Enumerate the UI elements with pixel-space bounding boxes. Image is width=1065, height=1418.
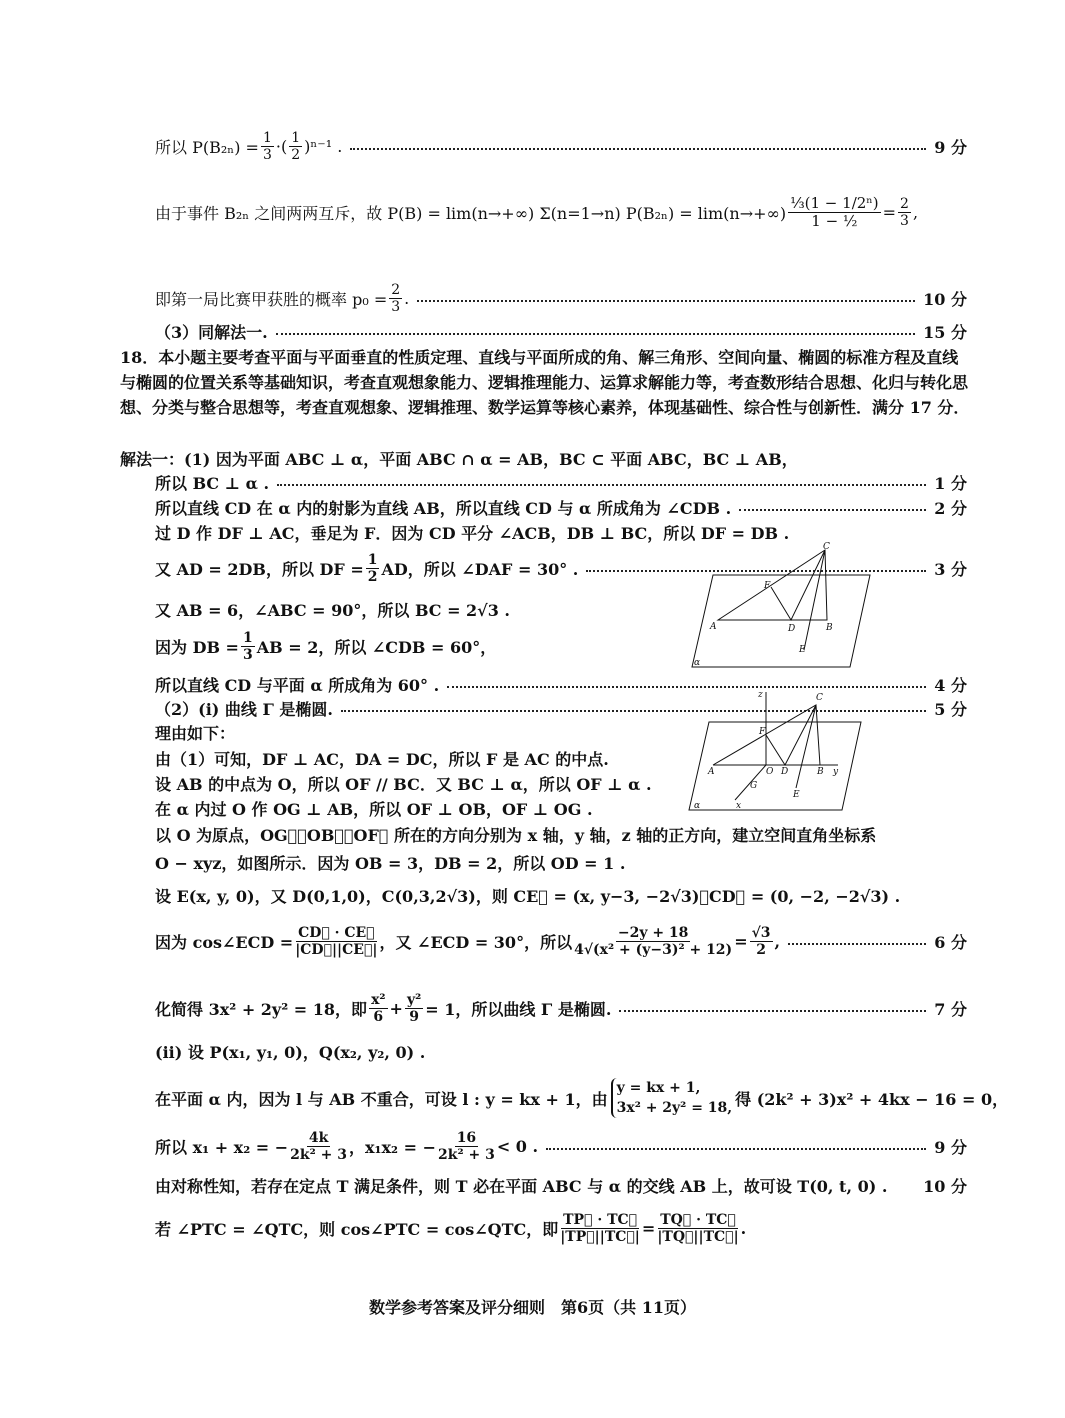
figure-2 — [689, 690, 861, 811]
dotted-leader — [546, 1148, 926, 1150]
fraction: $\frac{\text{⅓(1 − 1/2ⁿ)}}{\text{1 − ½}}$ — [790, 194, 879, 231]
text: 即第一局比赛甲获胜的概率 p₀ = — [155, 290, 388, 310]
svg-text:B: B — [817, 767, 824, 777]
line: 过 D 作 DF ⊥ AC，垂足为 F．因为 CD 平分 ∠ACB，DB ⊥ BC，所以 DF = DB . — [155, 524, 790, 543]
svg-text:E: E — [799, 645, 806, 655]
text: . — [404, 289, 410, 309]
line: 由对称性知，若存在定点 T 满足条件，则 T 必在平面 ABC 与 α 的交线 AB 上，故可设 T(0, t, 0) . 10 分 — [155, 1174, 967, 1197]
line: 所以直线 CD 在 α 内的射影为直线 AB，所以直线 CD 与 α 所成角为 ∠CDB . 2 分 — [155, 496, 967, 519]
text: = — [882, 203, 897, 223]
line: 以 O 为原点，OG⃗，OB⃗，OF⃗ 所在的方向分别为 x 轴，y 轴，z 轴的正方向，建立空间直角坐标系 — [155, 826, 877, 845]
text: 所以 P(B₂ₙ) = — [155, 138, 259, 158]
score: 10 分 — [923, 290, 967, 310]
fraction: $\frac{TQ⃗ \cdot TC⃗}{|TQ⃗||TC⃗|}$ — [657, 1212, 739, 1246]
fraction: $\frac{16}{\text{2k² + 3}}$ — [438, 1130, 495, 1164]
svg-text:C: C — [816, 693, 823, 703]
line: 因为 cos∠ECD = $\frac{CD⃗ \cdot CE⃗}{|CD⃗||CE⃗|}$ ，又 ∠ECD = 30°，所以 $\frac{-2y + 18}{\text{4√(x² + (y−3)² + 12)}}$ = $\frac{√3}{2}$ , 6 分 — [155, 925, 967, 959]
line: 又 AB = 6，∠ABC = 90°，所以 BC = 2√3 . — [155, 601, 510, 620]
figure-1 — [692, 542, 870, 668]
fraction: $\frac{1}{3}$ — [262, 130, 272, 164]
score: 1 分 — [934, 474, 967, 493]
score: 4 分 — [934, 676, 967, 695]
dotted-leader — [277, 484, 926, 486]
fraction: $\frac{TP⃗ \cdot TC⃗}{|TP⃗||TC⃗|}$ — [560, 1212, 640, 1246]
score: 15 分 — [923, 323, 967, 342]
geometry-figures — [680, 540, 1000, 820]
svg-text:α: α — [694, 801, 701, 811]
line: 由（1）可知，DF ⊥ AC，DA = DC，所以 F 是 AC 的中点. — [155, 750, 609, 769]
question-18-intro: 18．本小题主要考查平面与平面垂直的性质定理、直线与平面所成的角、解三角形、空间向量、椭圆的标准方程及直线与椭圆的位置关系等基础知识，考查直观想象能力、逻辑推理能力、运算求解能力等，考查数形结合思想、化归与转化思想、分类与整合思想等，考查直观想象、逻辑推理、数学运算等核心素养，体现基础性、综合性与创新性．满分 17 分． — [120, 348, 970, 417]
dotted-leader — [350, 148, 926, 150]
line: 所以 x₁ + x₂ = − $\frac{4k}{\text{2k² + 3}}$ ，x₁x₂ = − $\frac{16}{\text{2k² + 3}}$ < 0 . 9 分 — [155, 1130, 967, 1164]
fraction: 1 2 — [291, 130, 301, 164]
line-p0 — [155, 282, 967, 315]
fraction: $\frac{1}{3}$ — [242, 630, 253, 664]
svg-text:F: F — [759, 727, 766, 737]
fraction: $\frac{-2y + 18}{\text{4√(x² + (y−3)² + 12)}}$ — [574, 925, 733, 959]
svg-text:x: x — [736, 801, 742, 811]
text: （3）同解法一. — [155, 323, 268, 342]
svg-text:A: A — [710, 622, 717, 632]
line: 因为 DB = $\frac{1}{3}$ AB = 2，所以 ∠CDB = 60°， — [155, 630, 497, 664]
fraction: x² 6 — [371, 992, 386, 1026]
score: 10 分 — [923, 1177, 967, 1196]
line-pb2n — [155, 130, 967, 163]
dotted-leader — [276, 333, 915, 335]
svg-text:D: D — [788, 624, 796, 634]
svg-text:F: F — [764, 581, 771, 591]
svg-text:y: y — [833, 767, 839, 777]
score: 9 分 — [934, 138, 967, 158]
line: 在平面 α 内，因为 l 与 AB 不重合，可设 l : y = kx + 1，由 y = kx + 1, 3x² + 2y² = 18, 得 (2k² + 3)x² + 4kx − 16 = 0， — [155, 1080, 1009, 1116]
line: 在 α 内过 O 作 OG ⊥ AB，所以 OF ⊥ OB，OF ⊥ OG . — [155, 800, 593, 819]
line: 化简得 3x² + 2y² = 18，即 x² 6 + $\frac{\text{y²}}{9}$ = 1，所以曲线 Γ 是椭圆. 7 分 — [155, 992, 967, 1026]
text: 由于事件 B₂ₙ 之间两两互斥，故 P(B) = lim(n→+∞) Σ(n=1→n) P(B₂ₙ) = lim(n→+∞) — [155, 204, 787, 224]
score: 5 分 — [934, 700, 967, 719]
line-pb-limit — [155, 195, 918, 231]
svg-text:D: D — [781, 767, 789, 777]
equation-system: y = kx + 1, 3x² + 2y² = 18, — [611, 1078, 733, 1118]
line: 设 AB 的中点为 O，所以 OF // BC．又 BC ⊥ α，所以 OF ⊥ α . — [155, 775, 652, 794]
page-footer: 数学参考答案及评分细则 第6页（共 11页） — [369, 1298, 696, 1317]
svg-text:α: α — [694, 658, 701, 668]
dotted-leader — [788, 943, 926, 945]
svg-text:E: E — [793, 790, 800, 800]
svg-text:B: B — [826, 623, 833, 633]
fraction: $\frac{2}{3}$ — [391, 282, 401, 316]
svg-text:A: A — [708, 767, 715, 777]
line: (ii) 设 P(x₁, y₁, 0)，Q(x₂, y₂, 0) . — [155, 1043, 426, 1062]
text: , — [912, 203, 919, 223]
line: 解法一：(1) 因为平面 ABC ⊥ α，平面 ABC ∩ α = AB，BC ⊂ 平面 ABC，BC ⊥ AB， — [120, 450, 798, 469]
fraction: $\frac{2}{3}$ — [900, 196, 909, 230]
score: 2 分 — [934, 499, 967, 518]
text: ·( — [275, 137, 288, 157]
svg-text:C: C — [823, 542, 830, 552]
fraction: $\frac{4k}{\text{2k² + 3}}$ — [290, 1130, 347, 1164]
line: （2）(i) 曲线 Γ 是椭圆. 5 分 — [155, 697, 967, 720]
dotted-leader — [739, 509, 926, 511]
score: 9 分 — [934, 1138, 967, 1158]
line: 若 ∠PTC = ∠QTC，则 cos∠PTC = cos∠QTC，即 $\frac{TP⃗ \cdot TC⃗}{|TP⃗||TC⃗|}$ = $\frac{TQ⃗ \cdot TC⃗}{|TQ⃗||TC⃗|}$ . — [155, 1212, 747, 1246]
fraction: $\frac{1}{2}$ — [367, 552, 378, 586]
line: 设 E(x, y, 0)，又 D(0,1,0)，C(0,3,2√3)，则 CE⃗ = (x, y−3, −2√3)，CD⃗ = (0, −2, −2√3) . — [155, 887, 901, 906]
score: 3 分 — [934, 560, 967, 580]
fraction: $\frac{\text{y²}}{9}$ — [406, 992, 422, 1026]
line-part3 — [155, 320, 967, 343]
line: O − xyz，如图所示．因为 OB = 3，DB = 2，所以 OD = 1 . — [155, 854, 626, 873]
svg-text:O: O — [766, 767, 774, 777]
dotted-leader — [619, 1010, 926, 1012]
svg-text:G: G — [750, 781, 758, 791]
line: 理由如下： — [155, 724, 236, 743]
svg-text:z: z — [758, 690, 763, 700]
line: 又 AD = 2DB，所以 DF = $\frac{1}{2}$ AD，所以 ∠DAF = 30° . 3 分 — [155, 552, 967, 586]
dotted-leader — [417, 300, 915, 302]
score: 6 分 — [934, 933, 967, 953]
line: 所以 BC ⊥ α . 1 分 — [155, 471, 967, 494]
fraction: $\frac{√3}{2}$ — [751, 925, 771, 959]
text: )ⁿ⁻¹ . — [304, 137, 343, 157]
score: 7 分 — [934, 1000, 967, 1020]
line: 所以直线 CD 与平面 α 所成角为 60° . 4 分 — [155, 673, 967, 696]
fraction: $\frac{CD⃗ \cdot CE⃗}{|CD⃗||CE⃗|}$ — [295, 925, 378, 959]
